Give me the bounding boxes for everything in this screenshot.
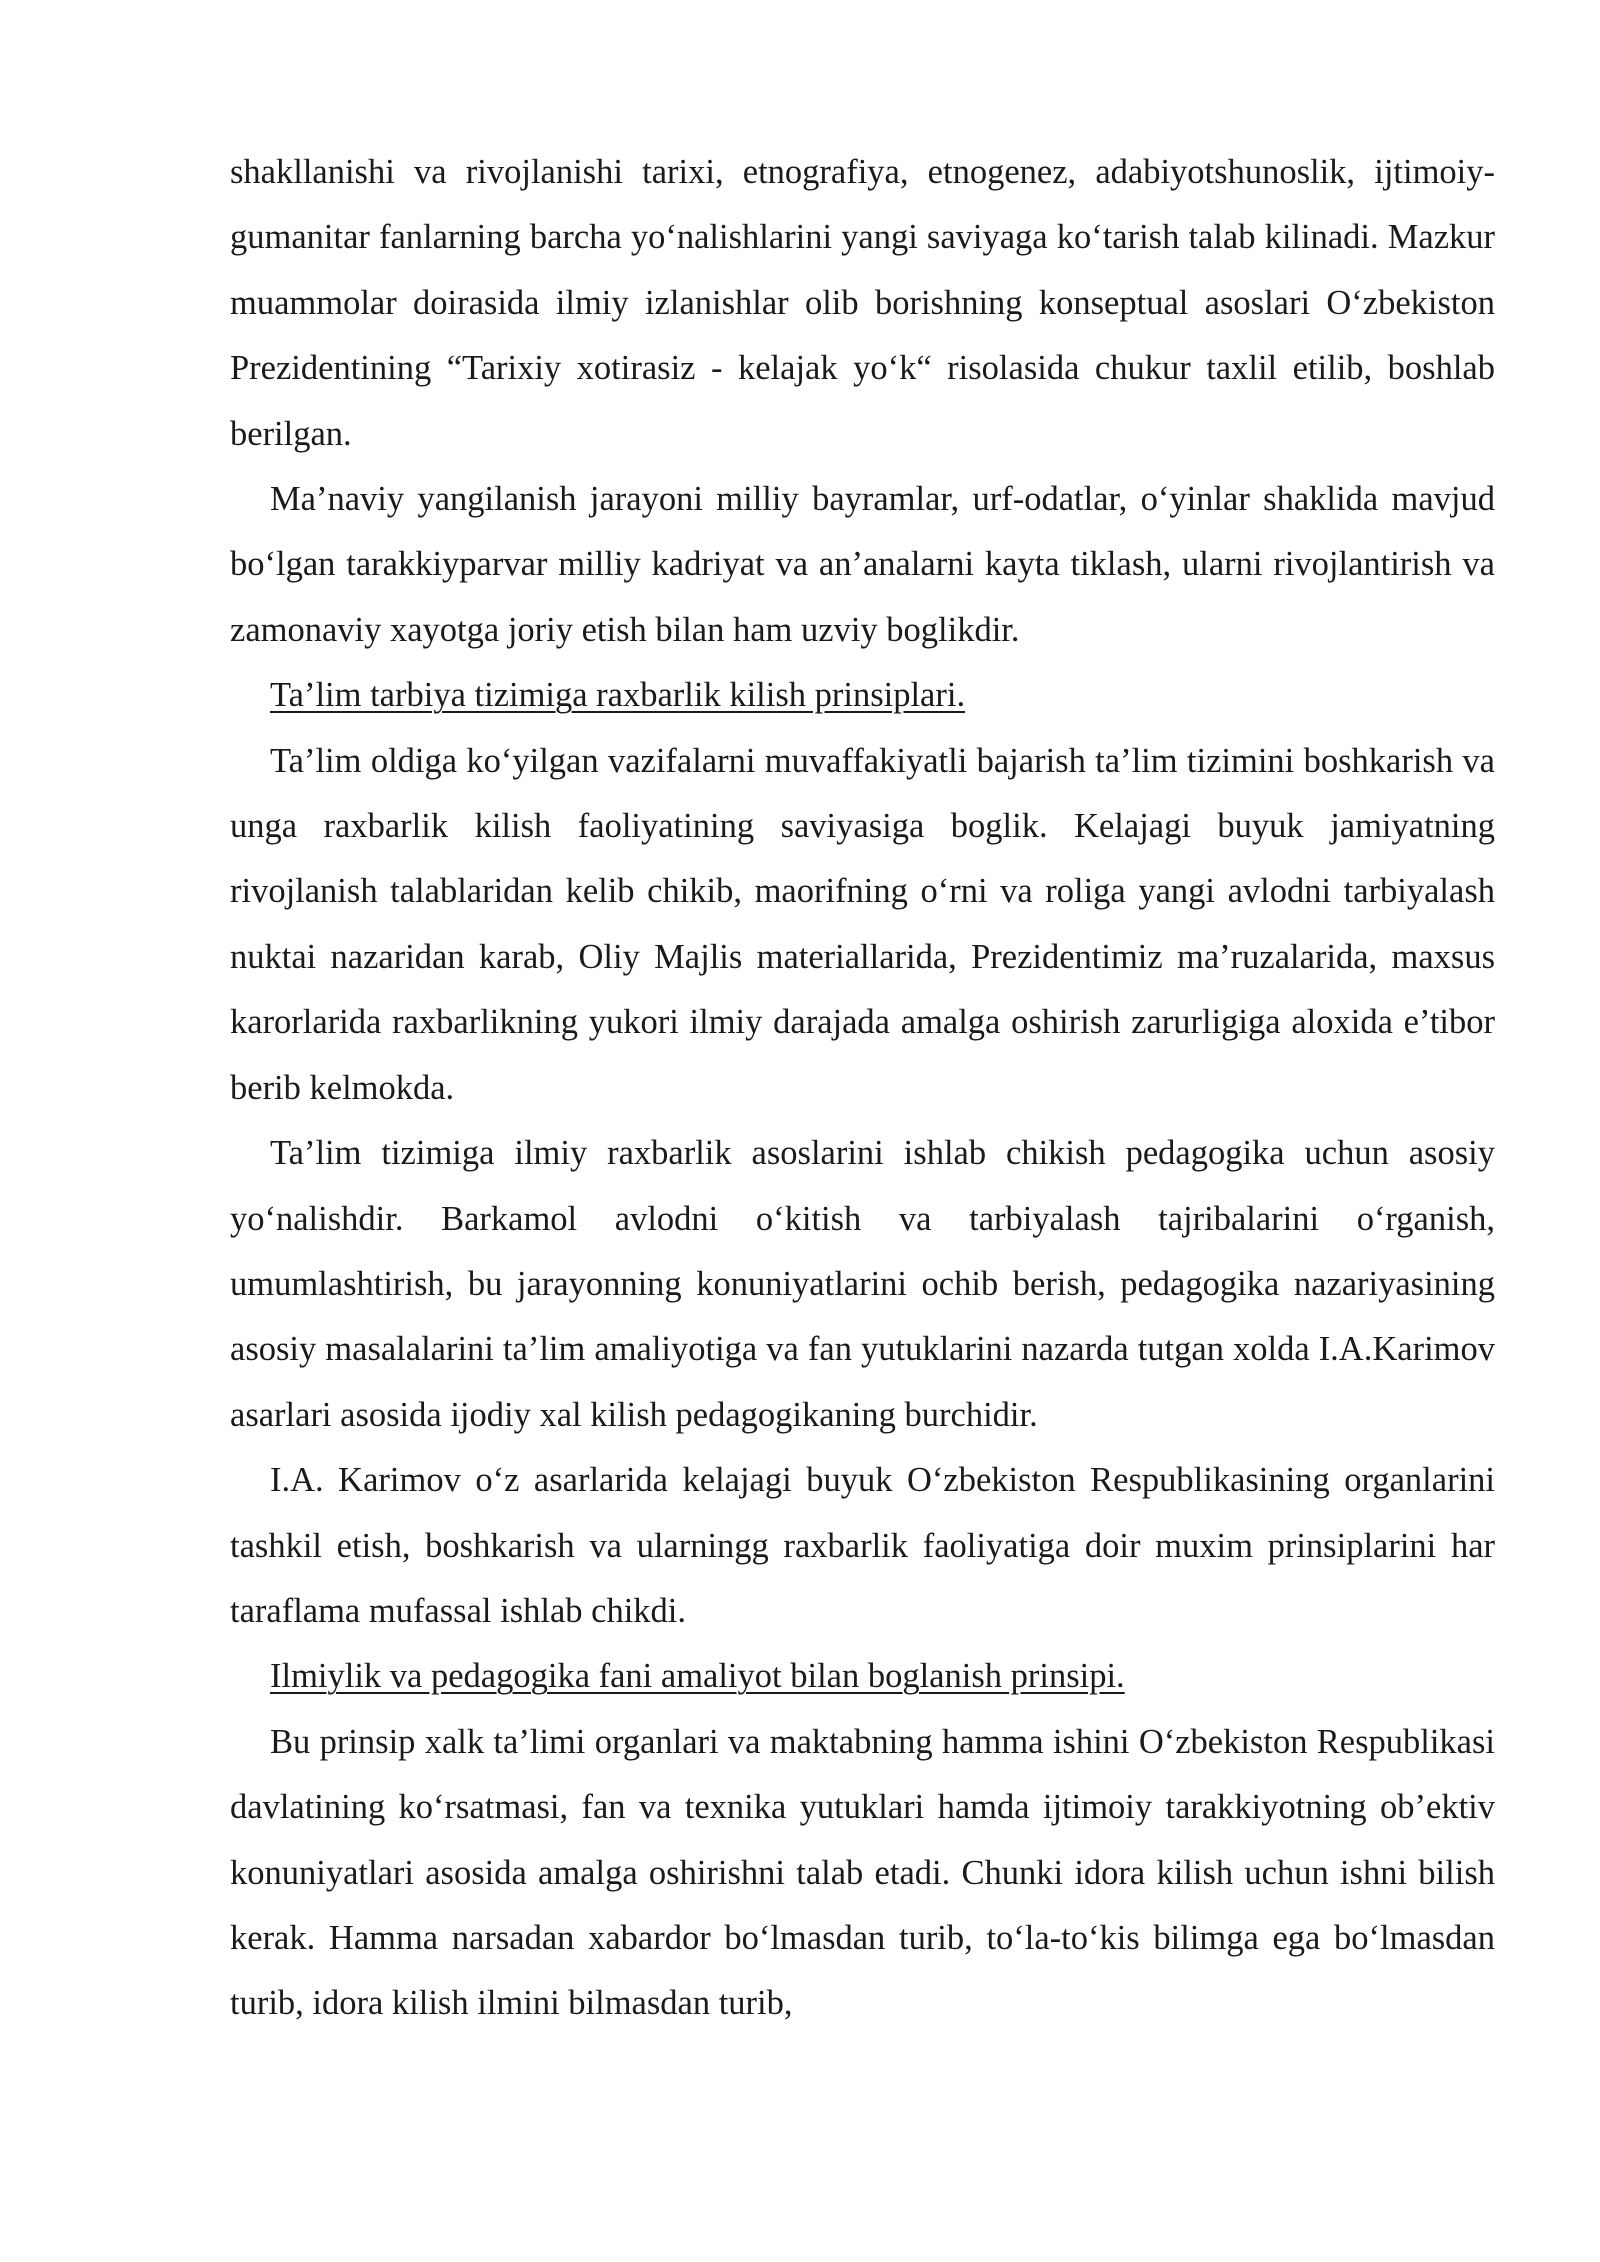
document-page — [230, 140, 1495, 2037]
paragraph-2: Ma’naviy yangilanish jarayoni milliy bayramlar, urf-odatlar, o‘yinlar shaklida mavjud bo‘lgan tarakkiyparvar milliy kadriyat va an’analarni kayta tiklash, ularni rivojlantirish va zamonaviy xayotga joriy etish bilan ham uzviy boglikdir. — [230, 480, 1495, 649]
paragraph-3: Ta’lim oldiga ko‘yilgan vazifalarni muvaffakiyatli bajarish ta’lim tizimini boshkarish va unga raxbarlik kilish faoliyatining saviyasiga boglik. Kelajagi buyuk jamiyatning rivojlanish talablaridan kelib chikib, maorifning o‘rni va roliga yangi avlodni tarbiyalash nuktai nazaridan karab, Oliy Majlis materiallarida, Prezidentimiz ma’ruzalarida, maxsus karorlarida raxbarlikning yukori ilmiy darajada amalga oshirish zarurligiga aloxida e’tibor berib kelmokda. — [230, 741, 1495, 1107]
paragraph-4: Ta’lim tizimiga ilmiy raxbarlik asoslarini ishlab chikish pedagogika uchun asosiy yo‘nalishdir. Barkamol avlodni o‘kitish va tarbiyalash tajribalarini o‘rganish, umumlashtirish, bu jarayonning konuniyatlarini ochib berish, pedagogika nazariyasining asosiy masalalarini ta’lim amaliyotiga va fan yutuklarini nazarda tutgan xolda I.A.Karimov asarlari asosida ijodiy xal kilish pedagogikaning burchidir. — [230, 1134, 1495, 1434]
section-heading-1: Ta’lim tarbiya tizimiga raxbarlik kilish prinsiplari. — [270, 676, 966, 715]
paragraph-1: shakllanishi va rivojlanishi tarixi, etnografiya, etnogenez, adabiyotshunoslik, ijtimoiy-gumanitar fanlarning barcha yo‘nalishlarini yangi saviyaga ko‘tarish talab kilinadi. Mazkur muammolar doirasida ilmiy izlanishlar olib borishning konseptual asoslari O‘zbekiston Prezidentining “Tarixiy xotirasiz - kelajak yo‘k“ risolasida chukur taxlil etilib, boshlab berilgan. — [230, 153, 1495, 453]
section-heading-2: Ilmiylik va pedagogika fani amaliyot bilan boglanish prinsipi. — [270, 1657, 1125, 1696]
paragraph-5: I.A. Karimov o‘z asarlarida kelajagi buyuk O‘zbekiston Respublikasining organlarini tashkil etish, boshkarish va ularningg raxbarlik faoliyatiga doir muxim prinsiplarini har taraflama mufassal ishlab chikdi. — [230, 1461, 1495, 1630]
paragraph-6: Bu prinsip xalk ta’limi organlari va maktabning hamma ishini O‘zbekiston Respublikasi davlatining ko‘rsatmasi, fan va texnika yutuklari hamda ijtimoiy tarakkiyotning ob’ektiv konuniyatlari asosida amalga oshirishni talab etadi. Chunki idora kilish uchun ishni bilish kerak. Hamma narsadan xabardor bo‘lmasdan turib, to‘la-to‘kis bilimga ega bo‘lmasdan turib, idora kilish ilmini bilmasdan turib, — [230, 1722, 1495, 2023]
